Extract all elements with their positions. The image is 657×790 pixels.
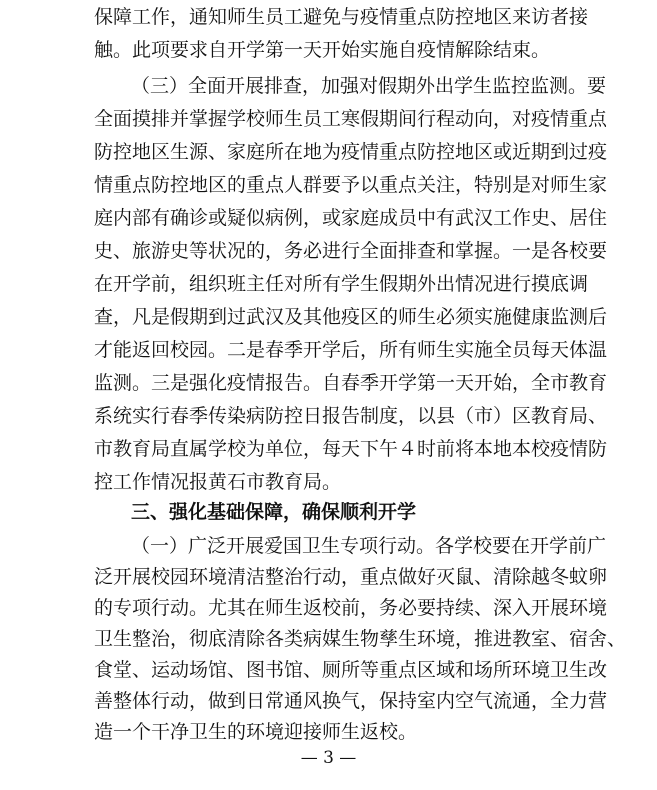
body-text-line: 查，凡是假期到过武汉及其他疫区的师生必须实施健康监测后 [94, 306, 608, 328]
body-text-line: 市教育局直属学校为单位，每天下午４时前将本地本校疫情防 [94, 438, 608, 460]
body-text-line: 的专项行动。尤其在师生返校前，务必要持续、深入开展环境 [94, 597, 608, 619]
body-text-line: 泛开展校园环境清洁整治行动，重点做好灭鼠、清除越冬蚊卵 [94, 566, 608, 588]
body-text-line: 控工作情况报黄石市教育局。 [94, 471, 342, 493]
body-text-line: 庭内部有确诊或疑似病例，或家庭成员中有武汉工作史、居住 [94, 207, 608, 229]
body-text-line: 情重点防控地区的重点人群要予以重点关注，特别是对师生家 [94, 174, 608, 196]
body-text-line: 触。此项要求自开学第一天开始实施自疫情解除结束。 [94, 39, 551, 61]
body-text-line: 保障工作，通知师生员工避免与疫情重点防控地区来访者接 [94, 6, 589, 28]
body-text-line: 监测。三是强化疫情报告。自春季开学第一天开始，全市教育 [94, 372, 608, 394]
body-text-line: 在开学前，组织班主任对所有学生假期外出情况进行摸底调 [94, 273, 589, 295]
body-text-line: 食堂、运动场馆、图书馆、厕所等重点区域和场所环境卫生改 [94, 659, 608, 681]
body-text-line: 史、旅游史等状况的，务必进行全面排查和掌握。一是各校要 [94, 240, 608, 262]
section-heading: 三、强化基础保障，确保顺利开学 [131, 501, 417, 523]
body-text-line: 卫生整治，彻底清除各类病媒生物孳生环境，推进教室、宿舍、 [94, 628, 627, 650]
body-text-line: 善整体行动，做到日常通风换气，保持室内空气流通，全力营 [94, 690, 608, 712]
body-text-line: 才能返回校园。二是春季开学后，所有师生实施全员每天体温 [94, 339, 608, 361]
body-text-line: 防控地区生源、家庭所在地为疫情重点防控地区或近期到过疫 [94, 141, 608, 163]
body-text-line: （一）广泛开展爱国卫生专项行动。各学校要在开学前广 [131, 535, 607, 557]
body-text-line: 系统实行春季传染病防控日报告制度，以县（市）区教育局、 [94, 405, 608, 427]
body-text-line: 全面摸排并掌握学校师生员工寒假期间行程动向，对疫情重点 [94, 108, 608, 130]
page-number: — 3 — [300, 748, 357, 768]
section-subheading-line: （三）全面开展排查，加强对假期外出学生监控监测。要 [131, 75, 607, 97]
body-text-line: 造一个干净卫生的环境迎接师生返校。 [94, 721, 418, 743]
